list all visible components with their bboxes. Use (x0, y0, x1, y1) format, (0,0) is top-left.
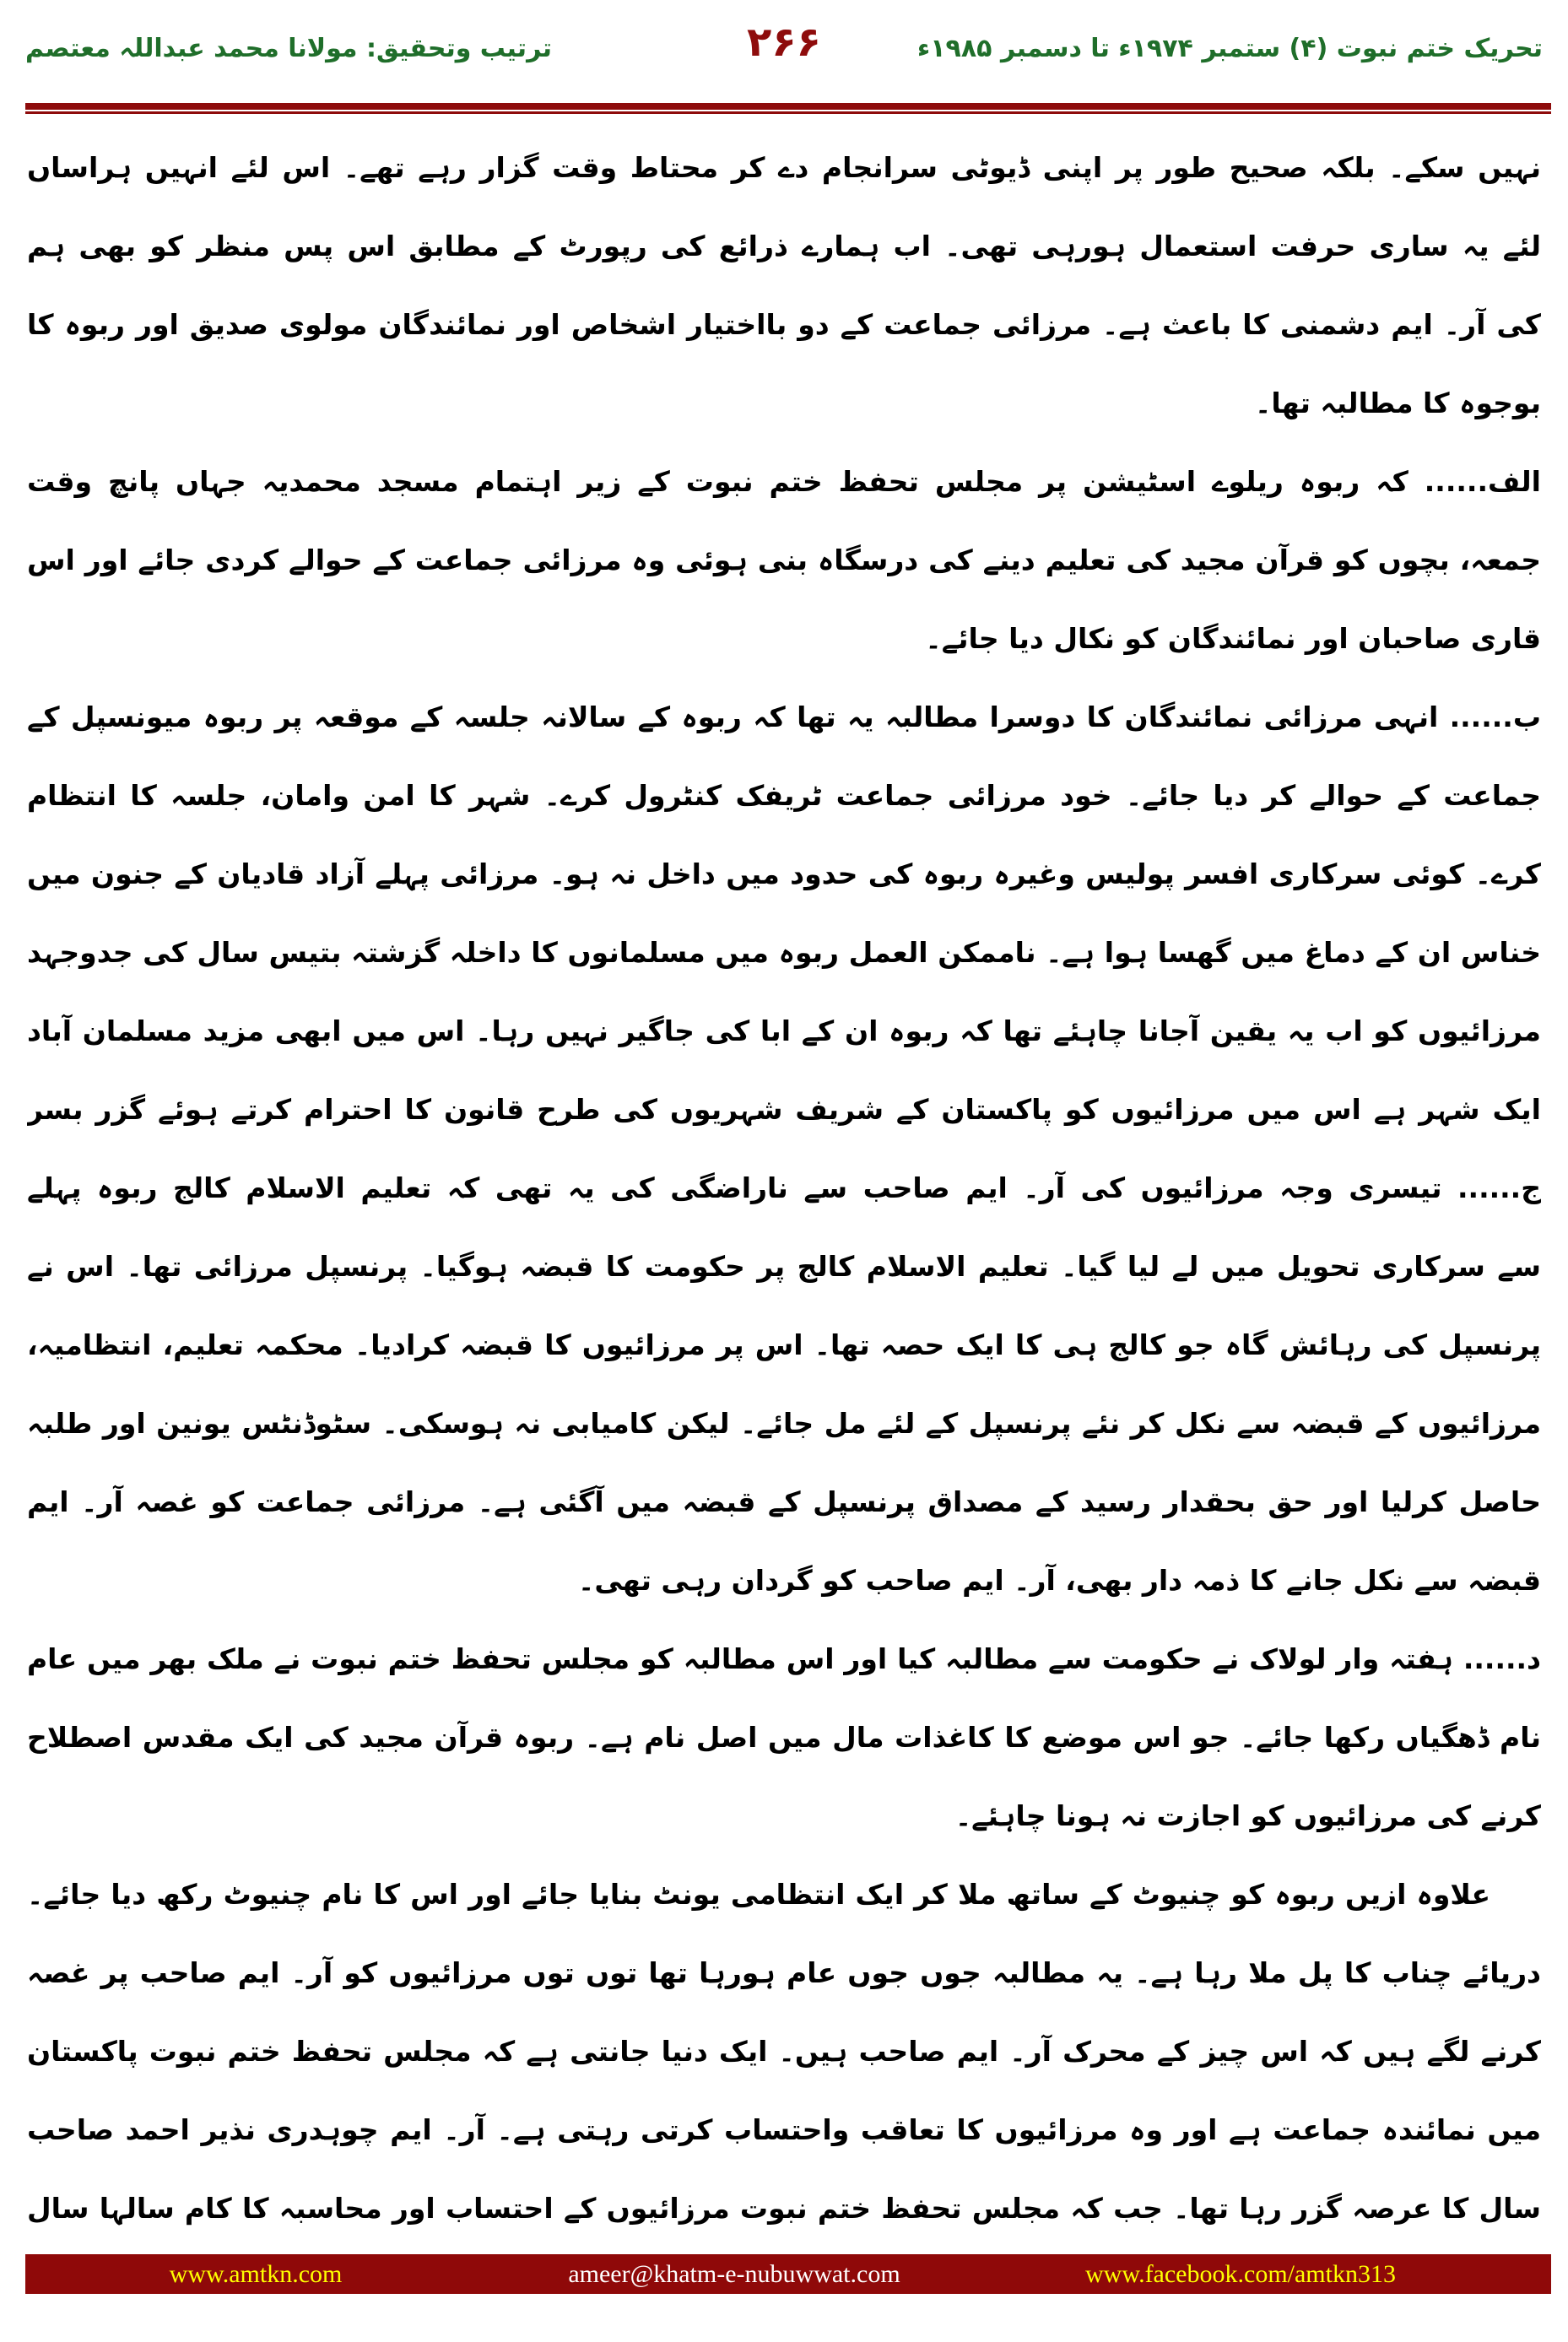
footer-website-link[interactable]: www.amtkn.com (169, 2260, 343, 2288)
text-line: دریائے چناب کا پل ملا رہا ہے۔ یہ مطالبہ جوں جوں عام ہورہا تھا توں توں مرزائیوں کو آر۔ ایم صاحب پر غصہ (27, 1956, 1541, 1989)
text-line: نہیں سکے۔ بلکہ صحیح طور پر اپنی ڈیوٹی سرانجام دے کر محتاط وقت گزار رہے تھے۔ اس لئے انہیں ہراساں (27, 151, 1541, 184)
book-title: تحریک ختم نبوت (۴) ستمبر ۱۹۷۴ء تا دسمبر ۱۹۸۵ء (916, 34, 1543, 63)
compiler-credit: ترتیب وتحقیق: مولانا محمد عبداللہ معتصم (25, 34, 552, 63)
text-line: سے سرکاری تحویل میں لے لیا گیا۔ تعلیم الاسلام کالج پر حکومت کا قبضہ ہوگیا۔ پرنسپل مرزائی تھا۔ اس نے (27, 1250, 1541, 1283)
text-line: سال کا عرصہ گزر رہا تھا۔ جب کہ مجلس تحفظ ختم نبوت مرزائیوں کے احتساب اور محاسبہ کا کام سالہا سال (27, 2192, 1541, 2225)
text-line: حاصل کرلیا اور حق بحقدار رسید کے مصداق پرنسپل کے قبضہ میں آگئی ہے۔ مرزائی جماعت کو غصہ آر۔ ایم (27, 1485, 1541, 1518)
text-line: بوجوہ کا مطالبہ تھا۔ (1254, 387, 1541, 419)
footer-email-link[interactable]: ameer@khatm-e-nubuwwat.com (568, 2260, 900, 2288)
text-line: کرے۔ کوئی سرکاری افسر پولیس وغیرہ ربوہ کی حدود میں داخل نہ ہو۔ مرزائی پہلے آزاد قادیان کے جنون میں (27, 857, 1541, 890)
page-number: ۲۶۶ (747, 19, 821, 66)
text-line: مرزائیوں کے قبضہ سے نکل کر نئے پرنسپل کے لئے مل جائے۔ لیکن کامیابی نہ ہوسکی۔ سٹوڈنٹس یونین اور طلبہ (27, 1407, 1541, 1440)
text-line: مرزائیوں کو اب یہ یقین آجانا چاہئے تھا کہ ربوہ ان کے ابا کی جاگیر نہیں رہا۔ اس میں ابھی مزید مسلمان آباد (27, 1014, 1541, 1047)
text-line: کی آر۔ ایم دشمنی کا باعث ہے۔ مرزائی جماعت کے دو بااختیار اشخاص اور نمائندگان مولوی صدیق اور ربوہ کا (27, 308, 1541, 341)
text-line: نام ڈھگیاں رکھا جائے۔ جو اس موضع کا کاغذات مال میں اصل نام ہے۔ ربوہ قرآن مجید کی ایک مقدس اصطلاح (27, 1721, 1541, 1754)
text-line: د...... ہفتہ وار لولاک نے حکومت سے مطالبہ کیا اور اس مطالبہ کو مجلس تحفظ ختم نبوت نے ملک بھر میں عام (27, 1642, 1541, 1675)
text-line: قبضہ سے نکل جانے کا ذمہ دار بھی، آر۔ ایم صاحب کو گردان رہی تھی۔ (578, 1564, 1541, 1597)
text-line: میں نمائندہ جماعت ہے اور وہ مرزائیوں کا تعاقب واحتساب کرتی رہتی ہے۔ آر۔ ایم چوہدری نذیر احمد صاحب (27, 2113, 1541, 2146)
text-line: پرنسپل کی رہائش گاہ جو کالج ہی کا ایک حصہ تھا۔ اس پر مرزائیوں کا قبضہ کرادیا۔ محکمہ تعلیم، انتظامیہ، (27, 1328, 1541, 1361)
text-line: خناس ان کے دماغ میں گھسا ہوا ہے۔ ناممکن العمل ربوہ میں مسلمانوں کا داخلہ گزشتہ بتیس سال کی جدوجہد (27, 936, 1541, 969)
text-line: ب...... انہی مرزائی نمائندگان کا دوسرا مطالبہ یہ تھا کہ ربوہ کے سالانہ جلسہ کے موقعہ پر ربوہ میونسپل کے (27, 700, 1541, 733)
text-line: جماعت کے حوالے کر دیا جائے۔ خود مرزائی جماعت ٹریفک کنٹرول کرے۔ شہر کا امن وامان، جلسہ کا انتظام (27, 779, 1541, 812)
footer-facebook-link[interactable]: www.facebook.com/amtkn313 (1085, 2260, 1396, 2288)
text-line: جمعہ، بچوں کو قرآن مجید کی تعلیم دینے کی درسگاہ بنی ہوئی وہ مرزائی جماعت کے حوالے کردی جائے اور اس (27, 544, 1541, 576)
text-line: قاری صاحبان اور نمائندگان کو نکال دیا جائے۔ (925, 622, 1541, 655)
text-line: الف...... کہ ربوہ ریلوے اسٹیشن پر مجلس تحفظ ختم نبوت کے زیر اہتمام مسجد محمدیہ جہاں پانچ وقت (27, 465, 1541, 498)
footer-bar (25, 2254, 1551, 2294)
text-line: لئے یہ ساری حرفت استعمال ہورہی تھی۔ اب ہمارے ذرائع کی رپورٹ کے مطابق اس پس منظر کو بھی ہم (27, 230, 1541, 262)
text-line: ایک شہر ہے اس میں مرزائیوں کو پاکستان کے شریف شہریوں کی طرح قانون کا احترام کرتے ہوئے گزر بسر (27, 1093, 1541, 1126)
header-divider-thick (25, 103, 1551, 110)
header-divider-thin (25, 111, 1551, 114)
text-line: کرنے کی مرزائیوں کو اجازت نہ ہونا چاہئے۔ (954, 1799, 1541, 1832)
text-line: علاوہ ازیں ربوہ کو چنیوٹ کے ساتھ ملا کر ایک انتظامی یونٹ بنایا جائے اور اس کا نام چنیوٹ رکھ دیا جائے۔ (27, 1878, 1490, 1911)
text-line: کرنے لگے ہیں کہ اس چیز کے محرک آر۔ ایم صاحب ہیں۔ ایک دنیا جانتی ہے کہ مجلس تحفظ ختم نبوت پاکستان (27, 2035, 1541, 2068)
page-body (27, 128, 1541, 2247)
text-line: ج...... تیسری وجہ مرزائیوں کی آر۔ ایم صاحب سے ناراضگی کی یہ تھی کہ تعلیم الاسلام کالج ربوہ پہلے (27, 1171, 1541, 1204)
